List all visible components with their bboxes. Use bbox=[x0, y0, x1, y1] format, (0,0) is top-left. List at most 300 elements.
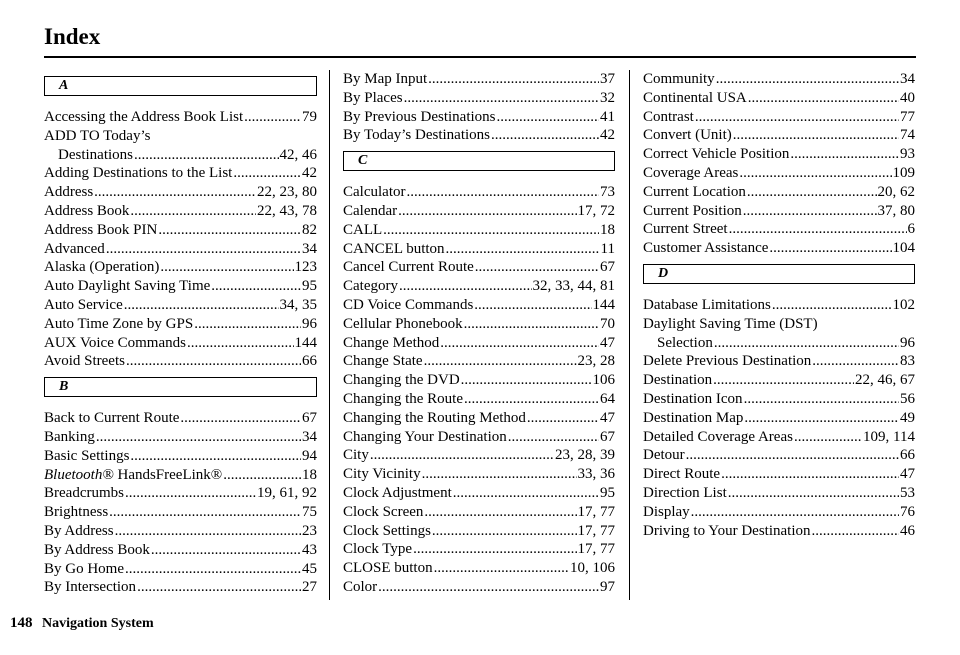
index-entry bbox=[44, 466, 317, 485]
index-entry bbox=[343, 390, 615, 409]
column-divider bbox=[629, 70, 630, 600]
index-entry bbox=[643, 465, 915, 484]
index-entry bbox=[343, 484, 615, 503]
index-entry bbox=[343, 465, 615, 484]
index-pages: 47 bbox=[600, 334, 615, 351]
index-pages: 109, 114 bbox=[863, 428, 915, 445]
index-entry bbox=[44, 522, 317, 541]
index-term: Selection bbox=[657, 334, 713, 351]
index-pages: 37, 80 bbox=[877, 202, 915, 219]
index-pages: 94 bbox=[302, 447, 317, 464]
dot-leader bbox=[194, 315, 301, 334]
index-pages: 67 bbox=[302, 410, 317, 427]
dot-leader bbox=[812, 352, 899, 371]
index-pages: 96 bbox=[302, 315, 317, 332]
index-entry bbox=[343, 409, 615, 428]
index-term-italic: Bluetooth® bbox=[44, 466, 114, 483]
index-term: Color bbox=[343, 578, 378, 595]
index-entry bbox=[343, 108, 615, 127]
section-letter-b: B bbox=[44, 377, 317, 397]
index-pages: 95 bbox=[302, 278, 317, 295]
dot-leader bbox=[96, 428, 301, 447]
index-entry bbox=[643, 315, 915, 334]
dot-leader bbox=[134, 146, 279, 165]
index-entry bbox=[643, 239, 915, 258]
index-entry bbox=[643, 89, 915, 108]
index-pages: 144 bbox=[592, 296, 615, 313]
index-pages: 20, 62 bbox=[877, 183, 915, 200]
index-term: Changing Your Destination bbox=[343, 428, 507, 445]
index-entry bbox=[343, 503, 615, 522]
dot-leader bbox=[383, 221, 599, 240]
index-entry bbox=[643, 484, 915, 503]
index-pages: 97 bbox=[600, 578, 615, 595]
index-pages: 23 bbox=[302, 522, 317, 539]
dot-leader bbox=[115, 522, 301, 541]
column-divider bbox=[329, 70, 330, 600]
index-entry bbox=[343, 221, 615, 240]
index-entry bbox=[643, 371, 915, 390]
index-term: Destination bbox=[643, 372, 713, 389]
index-term: Adding Destinations to the List bbox=[44, 165, 233, 182]
footer-label: Navigation System bbox=[42, 616, 154, 631]
dot-leader bbox=[137, 578, 301, 597]
dot-leader bbox=[125, 560, 301, 579]
index-entry bbox=[44, 221, 317, 240]
index-pages: 22, 43, 78 bbox=[257, 202, 317, 219]
index-entry bbox=[44, 484, 317, 503]
index-entry bbox=[643, 390, 915, 409]
dot-leader bbox=[716, 70, 899, 89]
index-term: Daylight Saving Time (DST) bbox=[643, 315, 818, 332]
index-entry bbox=[643, 503, 915, 522]
index-term: Convert (Unit) bbox=[643, 127, 732, 144]
index-pages: 42, 46 bbox=[279, 146, 317, 163]
index-pages: 32, 33, 44, 81 bbox=[532, 278, 615, 295]
dot-leader bbox=[464, 315, 599, 334]
dot-leader bbox=[461, 371, 592, 390]
index-term: Banking bbox=[44, 428, 95, 445]
index-pages: 70 bbox=[600, 315, 615, 332]
index-term: Changing the DVD bbox=[343, 372, 460, 389]
dot-leader bbox=[399, 277, 532, 296]
dot-leader bbox=[424, 503, 576, 522]
index-term: AUX Voice Commands bbox=[44, 334, 186, 351]
index-entry bbox=[44, 127, 317, 146]
index-pages: 93 bbox=[900, 146, 915, 163]
index-pages: 79 bbox=[302, 109, 317, 125]
index-term: Address Book bbox=[44, 202, 130, 219]
index-entry bbox=[643, 220, 915, 239]
dot-leader bbox=[497, 108, 600, 127]
index-entry bbox=[643, 70, 915, 89]
dot-leader bbox=[124, 296, 279, 315]
index-pages: 56 bbox=[900, 390, 915, 407]
dot-leader bbox=[794, 428, 862, 447]
dot-leader bbox=[747, 183, 877, 202]
index-term: Clock Type bbox=[343, 541, 413, 558]
index-term bbox=[44, 466, 222, 485]
index-pages: 66 bbox=[302, 353, 317, 370]
index-term: Destination Icon bbox=[643, 390, 743, 407]
index-pages: 74 bbox=[900, 127, 915, 144]
dot-leader bbox=[508, 428, 599, 447]
index-term-text: HandsFreeLink® bbox=[117, 466, 223, 483]
dot-leader bbox=[453, 484, 599, 503]
index-term: Direct Route bbox=[643, 466, 721, 483]
index-pages: 106 bbox=[592, 372, 615, 389]
dot-leader bbox=[446, 240, 600, 259]
index-term: Community bbox=[643, 71, 715, 87]
index-entry bbox=[343, 70, 615, 89]
index-entry bbox=[343, 578, 615, 597]
index-entry bbox=[343, 202, 615, 221]
index-entry bbox=[343, 352, 615, 371]
index-entry bbox=[343, 296, 615, 315]
index-pages: 53 bbox=[900, 484, 915, 501]
index-pages: 37 bbox=[600, 71, 615, 87]
dot-leader bbox=[413, 540, 576, 559]
dot-leader bbox=[126, 352, 301, 371]
index-entry bbox=[643, 409, 915, 428]
index-term: Auto Daylight Saving Time bbox=[44, 278, 211, 295]
dot-leader bbox=[151, 541, 301, 560]
index-pages: 77 bbox=[900, 108, 915, 125]
index-pages: 73 bbox=[600, 184, 615, 201]
index-pages: 11 bbox=[600, 240, 615, 257]
index-pages: 40 bbox=[900, 89, 915, 106]
index-entry bbox=[343, 522, 615, 541]
index-term: Avoid Streets bbox=[44, 353, 125, 370]
dot-leader bbox=[714, 334, 899, 353]
index-entry bbox=[343, 315, 615, 334]
index-pages: 144 bbox=[294, 334, 317, 351]
index-pages: 104 bbox=[892, 240, 915, 257]
dot-leader bbox=[424, 352, 577, 371]
index-term: Cancel Current Route bbox=[343, 259, 474, 276]
index-entry bbox=[343, 183, 615, 202]
dot-leader bbox=[158, 221, 301, 240]
index-term: Detour bbox=[643, 447, 685, 464]
dot-leader bbox=[406, 183, 599, 202]
index-term: Current Position bbox=[643, 202, 742, 219]
index-term: Back to Current Route bbox=[44, 410, 180, 427]
dot-leader bbox=[474, 296, 591, 315]
index-pages: 22, 46, 67 bbox=[855, 372, 915, 389]
index-term: Calendar bbox=[343, 202, 398, 219]
index-entry bbox=[343, 240, 615, 259]
index-column-2 bbox=[343, 70, 615, 597]
index-pages: 34 bbox=[302, 428, 317, 445]
index-pages: 34 bbox=[302, 240, 317, 257]
index-pages: 96 bbox=[900, 334, 915, 351]
index-entry bbox=[44, 334, 317, 353]
index-entry bbox=[44, 164, 317, 183]
index-pages: 33, 36 bbox=[577, 466, 615, 483]
index-term: By Places bbox=[343, 89, 403, 106]
title-rule bbox=[44, 56, 916, 58]
index-pages: 6 bbox=[907, 221, 915, 238]
index-term: Change Method bbox=[343, 334, 440, 351]
index-entry bbox=[343, 258, 615, 277]
index-term: Basic Settings bbox=[44, 447, 130, 464]
index-pages: 45 bbox=[302, 560, 317, 577]
index-pages: 17, 77 bbox=[577, 522, 615, 539]
dot-leader bbox=[769, 239, 891, 258]
dot-leader bbox=[733, 126, 899, 145]
dot-leader bbox=[432, 522, 577, 541]
index-entry bbox=[343, 559, 615, 578]
index-entry bbox=[44, 240, 317, 259]
index-term: Changing the Routing Method bbox=[343, 409, 526, 426]
dot-leader bbox=[233, 164, 301, 183]
dot-leader bbox=[748, 89, 899, 108]
index-entry bbox=[44, 258, 317, 277]
index-entry bbox=[343, 428, 615, 447]
index-column-1 bbox=[44, 70, 317, 597]
index-entry bbox=[44, 541, 317, 560]
index-entry bbox=[44, 146, 317, 165]
dot-leader bbox=[790, 145, 899, 164]
index-term: Changing the Route bbox=[343, 390, 463, 407]
section-letter-a: A bbox=[44, 76, 317, 96]
index-pages: 47 bbox=[900, 466, 915, 483]
index-pages: 75 bbox=[302, 504, 317, 521]
index-entry bbox=[343, 446, 615, 465]
index-pages: 18 bbox=[600, 221, 615, 238]
index-term: Direction List bbox=[643, 484, 727, 501]
dot-leader bbox=[130, 202, 256, 221]
dot-leader bbox=[125, 484, 256, 503]
section-letter-c: C bbox=[343, 151, 615, 171]
index-entry bbox=[643, 522, 915, 541]
dot-leader bbox=[772, 296, 892, 315]
index-term: By Go Home bbox=[44, 560, 124, 577]
index-pages: 49 bbox=[900, 409, 915, 426]
section-letter-d: D bbox=[643, 264, 915, 284]
dot-leader bbox=[713, 371, 854, 390]
dot-leader bbox=[428, 70, 599, 89]
index-pages: 66 bbox=[900, 447, 915, 464]
index-entry bbox=[643, 164, 915, 183]
index-pages: 27 bbox=[302, 579, 317, 596]
index-term: Customer Assistance bbox=[643, 240, 769, 257]
dot-leader bbox=[491, 126, 599, 145]
index-entry bbox=[343, 371, 615, 390]
index-pages: 47 bbox=[600, 409, 615, 426]
index-entry bbox=[643, 108, 915, 127]
index-term: By Previous Destinations bbox=[343, 108, 496, 125]
dot-leader bbox=[743, 202, 877, 221]
index-pages: 95 bbox=[600, 484, 615, 501]
dot-leader bbox=[130, 447, 301, 466]
index-term: Destinations bbox=[58, 146, 133, 163]
index-entry bbox=[643, 428, 915, 447]
index-entry bbox=[343, 126, 615, 145]
index-term: Category bbox=[343, 278, 398, 295]
index-pages: 18 bbox=[302, 466, 317, 483]
index-term: City bbox=[343, 447, 369, 464]
index-pages: 76 bbox=[900, 503, 915, 520]
index-term: Display bbox=[643, 503, 690, 520]
index-entry bbox=[44, 202, 317, 221]
index-pages: 82 bbox=[302, 221, 317, 238]
index-pages: 67 bbox=[600, 428, 615, 445]
dot-leader bbox=[434, 559, 569, 578]
dot-leader bbox=[187, 334, 294, 353]
index-entry bbox=[44, 428, 317, 447]
index-entry bbox=[343, 540, 615, 559]
index-term: Advanced bbox=[44, 240, 105, 257]
index-term: Clock Adjustment bbox=[343, 484, 452, 501]
index-pages: 109 bbox=[892, 164, 915, 181]
index-pages: 17, 72 bbox=[577, 202, 615, 219]
index-pages: 19, 61, 92 bbox=[257, 485, 317, 502]
index-term: CANCEL button bbox=[343, 240, 445, 257]
index-entry bbox=[44, 352, 317, 371]
index-term: By Intersection bbox=[44, 579, 137, 596]
index-pages: 64 bbox=[600, 390, 615, 407]
index-term: Clock Settings bbox=[343, 522, 431, 539]
index-entry bbox=[643, 202, 915, 221]
dot-leader bbox=[744, 390, 899, 409]
index-term: Coverage Areas bbox=[643, 164, 739, 181]
dot-leader bbox=[695, 108, 899, 127]
dot-leader bbox=[398, 202, 576, 221]
index-term: Address bbox=[44, 184, 94, 201]
index-entry bbox=[643, 334, 915, 353]
dot-leader bbox=[744, 409, 899, 428]
index-pages: 67 bbox=[600, 259, 615, 276]
index-term: Delete Previous Destination bbox=[643, 353, 812, 370]
index-term: Current Street bbox=[643, 221, 728, 238]
index-pages: 22, 23, 80 bbox=[257, 184, 317, 201]
dot-leader bbox=[211, 277, 301, 296]
dot-leader bbox=[422, 465, 577, 484]
index-entry bbox=[343, 277, 615, 296]
index-term: Contrast bbox=[643, 108, 694, 125]
dot-leader bbox=[812, 522, 899, 541]
index-term: Change State bbox=[343, 353, 423, 370]
index-term: Accessing the Address Book List bbox=[44, 109, 244, 125]
index-term: Auto Time Zone by GPS bbox=[44, 315, 194, 332]
dot-leader bbox=[686, 446, 899, 465]
index-term: By Address bbox=[44, 522, 114, 539]
index-pages: 42 bbox=[302, 165, 317, 182]
index-term: Detailed Coverage Areas bbox=[643, 428, 793, 445]
index-entry bbox=[44, 578, 317, 597]
index-term: Current Location bbox=[643, 183, 746, 200]
index-term: CD Voice Commands bbox=[343, 296, 474, 313]
dot-leader bbox=[739, 164, 891, 183]
dot-leader bbox=[721, 465, 899, 484]
index-term: Calculator bbox=[343, 184, 406, 201]
dot-leader bbox=[729, 220, 907, 239]
index-term: Clock Screen bbox=[343, 503, 424, 520]
index-term: ADD TO Today’s bbox=[44, 127, 151, 144]
index-pages: 83 bbox=[900, 353, 915, 370]
dot-leader bbox=[728, 484, 899, 503]
index-term: Driving to Your Destination bbox=[643, 522, 811, 539]
index-term: Alaska (Operation) bbox=[44, 259, 160, 276]
index-entry bbox=[343, 334, 615, 353]
index-pages: 102 bbox=[892, 296, 915, 313]
index-entry bbox=[44, 108, 317, 127]
index-term: Destination Map bbox=[643, 409, 744, 426]
dot-leader bbox=[691, 503, 899, 522]
index-entry bbox=[643, 446, 915, 465]
dot-leader bbox=[404, 89, 599, 108]
index-term: City Vicinity bbox=[343, 466, 421, 483]
index-term: By Today’s Destinations bbox=[343, 127, 491, 144]
index-entry bbox=[44, 503, 317, 522]
dot-leader bbox=[160, 258, 293, 277]
index-entry bbox=[44, 409, 317, 428]
index-entry bbox=[44, 447, 317, 466]
index-entry bbox=[643, 352, 915, 371]
index-pages: 10, 106 bbox=[570, 560, 615, 577]
index-pages: 32 bbox=[600, 89, 615, 106]
index-term: Continental USA bbox=[643, 89, 747, 106]
index-pages: 23, 28 bbox=[577, 353, 615, 370]
dot-leader bbox=[440, 334, 599, 353]
index-pages: 42 bbox=[600, 127, 615, 144]
dot-leader bbox=[527, 409, 599, 428]
index-entry bbox=[643, 145, 915, 164]
dot-leader bbox=[464, 390, 599, 409]
index-entry bbox=[643, 126, 915, 145]
index-term: Address Book PIN bbox=[44, 221, 158, 238]
index-pages: 34 bbox=[900, 71, 915, 87]
dot-leader bbox=[244, 108, 301, 127]
index-pages: 34, 35 bbox=[279, 296, 317, 313]
page-title: Index bbox=[44, 24, 101, 49]
index-pages: 17, 77 bbox=[577, 503, 615, 520]
index-entry bbox=[44, 277, 317, 296]
dot-leader bbox=[223, 466, 301, 485]
dot-leader bbox=[378, 578, 599, 597]
dot-leader bbox=[106, 240, 301, 259]
index-pages: 46 bbox=[900, 522, 915, 539]
index-pages: 123 bbox=[294, 259, 317, 276]
page-number: 148 bbox=[10, 615, 33, 631]
index-term: Cellular Phonebook bbox=[343, 315, 463, 332]
index-column-3 bbox=[643, 70, 915, 540]
dot-leader bbox=[475, 258, 599, 277]
index-term: By Address Book bbox=[44, 541, 150, 558]
index-pages: 41 bbox=[600, 108, 615, 125]
index-entry bbox=[44, 183, 317, 202]
index-term: Auto Service bbox=[44, 296, 123, 313]
dot-leader bbox=[370, 446, 554, 465]
index-pages: 43 bbox=[302, 541, 317, 558]
index-entry bbox=[343, 89, 615, 108]
index-pages: 23, 28, 39 bbox=[555, 447, 615, 464]
dot-leader bbox=[94, 183, 256, 202]
index-entry bbox=[643, 183, 915, 202]
index-term: CLOSE button bbox=[343, 560, 433, 577]
index-term: Database Limitations bbox=[643, 296, 771, 313]
page-footer bbox=[10, 615, 154, 632]
index-term: Correct Vehicle Position bbox=[643, 146, 790, 163]
dot-leader bbox=[109, 503, 301, 522]
dot-leader bbox=[180, 409, 301, 428]
index-term: Breadcrumbs bbox=[44, 485, 124, 502]
index-pages: 17, 77 bbox=[577, 541, 615, 558]
index-entry bbox=[44, 315, 317, 334]
index-term: Brightness bbox=[44, 504, 109, 521]
index-entry bbox=[44, 560, 317, 579]
